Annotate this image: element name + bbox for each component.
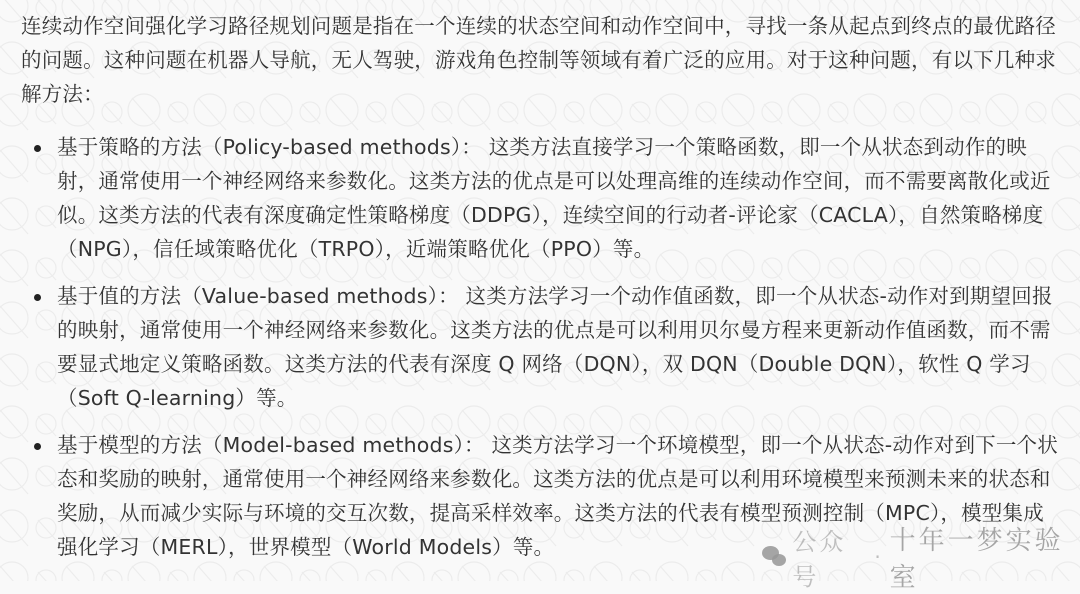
list-item-policy-based [0, 130, 1062, 266]
bullet-icon [34, 443, 41, 450]
list-item-text: 基于模型的方法（Model-based methods）： 这类方法学习一个环境模型，即一个从状态-动作对到下一个状态和奖励的映射，通常使用一个神经网络来参数化。这类方法的优点是可以利用环境模型来预测未来的状态和奖励，从而减少实际与环境的交互次数，提高采样效率。这类方法的代表有模型预测控制（MPC），模型集成强化学习（MERL），世界模型（World Models）等。 [57, 433, 1058, 559]
list-item-model-based [0, 428, 1062, 564]
list-item-text: 基于值的方法（Value-based methods）： 这类方法学习一个动作值函数，即一个从状态-动作对到期望回报的映射，通常使用一个神经网络来参数化。这类方法的优点是可以利用贝尔曼方程来更新动作值函数，而不需要显式地定义策略函数。这类方法的代表有深度 Q 网络（DQN），双 DQN（Double DQN），软性 Q 学习（Soft Q-learning）等。 [57, 284, 1053, 410]
list-item-text: 基于策略的方法（Policy-based methods）： 这类方法直接学习一个策略函数，即一个从状态到动作的映射，通常使用一个神经网络来参数化。这类方法的优点是可以处理高维的连续动作空间，而不需要离散化或近似。这类方法的代表有深度确定性策略梯度（DDPG），连续空间的行动者-评论家（CACLA），自然策略梯度（NPG），信任域策略优化（TRPO），近端策略优化（PPO）等。 [57, 135, 1051, 261]
intro-paragraph: 连续动作空间强化学习路径规划问题是指在一个连续的状态空间和动作空间中，寻找一条从起点到终点的最优路径的问题。这种问题在机器人导航，无人驾驶，游戏角色控制等领域有着广泛的应用。对于这种问题，有以下几种求解方法： [21, 14, 1056, 106]
bullet-icon [34, 145, 41, 152]
methods-list [0, 130, 1080, 577]
watermark-prefix: 公众号 [792, 528, 847, 591]
bullet-icon [34, 294, 41, 301]
watermark-account-name: 十年一梦实验室 [889, 526, 1064, 593]
watermark-separator: · [874, 545, 884, 569]
list-item-value-based [0, 279, 1062, 415]
